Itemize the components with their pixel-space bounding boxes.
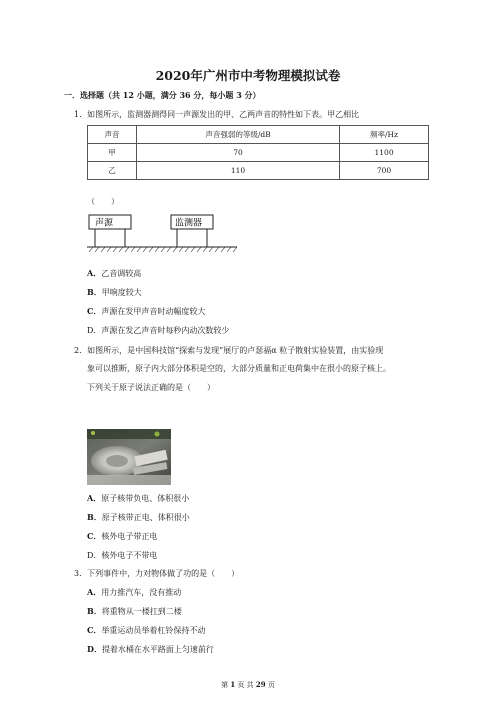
monitor-label: 监测器 (175, 218, 203, 229)
table-cell: 70 (136, 144, 339, 162)
q2-experiment-photo (87, 429, 171, 485)
q2-option-d: D．核外电子不带电 (87, 551, 158, 560)
q3-option-d: D．提着水桶在水平路面上匀速前行 (87, 644, 214, 654)
ground-hatching (89, 247, 237, 252)
q3-option-b: B．将重物从一楼扛到二楼 (87, 606, 182, 616)
current-page-number: 1 (230, 680, 236, 689)
q3-option-c: C．举重运动员举着杠铃保持不动 (87, 625, 206, 635)
page-footer: 第 1 页 共 29 页 (221, 680, 275, 689)
q2-option-c: C．核外电子带正电 (87, 531, 158, 541)
table-header-cell: 频率/Hz (340, 126, 429, 144)
q1-option-a: A．乙音调较高 (87, 268, 142, 278)
q1-table (87, 125, 429, 180)
table-cell: 乙 (88, 162, 137, 180)
sound-source-label: 声源 (95, 218, 114, 229)
table-header-cell: 声音 (88, 126, 137, 144)
table-cell: 700 (340, 162, 429, 180)
table-cell: 1100 (340, 144, 429, 162)
table-cell: 110 (136, 162, 339, 180)
q1-option-c: C．声源在发甲声音时动幅度较大 (87, 306, 206, 316)
table-cell: 甲 (88, 144, 137, 162)
total-pages: 29 (255, 680, 266, 689)
q1-diagram (87, 211, 237, 259)
q1-stem: 1．如图所示，监测器测得同一声源发出的甲、乙两声音的特性如下表。甲乙相比 (74, 110, 360, 119)
q2-option-b: B．原子核带正电、体积很小 (87, 512, 190, 522)
q2-stem-line-2: 象可以推断，原子内大部分体积是空的，大部分质量和正电荷集中在很小的原子核上。 (87, 364, 391, 373)
q1-option-d: D．声源在发乙声音时每秒内动次数较少 (87, 326, 230, 335)
q1-answer-paren: （ ） (87, 197, 119, 206)
table-header-cell: 声音强弱的等级/dB (136, 126, 339, 144)
q2-option-a: A．原子核带负电、体积很小 (87, 493, 190, 503)
q2-stem-line-1: 2．如图所示，是中国科技馆“探索与发现”展厅的卢瑟福α 粒子散射实验装置，由实验现 (74, 346, 384, 355)
q3-stem: 3．下列事件中，力对物体做了功的是（ ） (74, 569, 240, 578)
q1-option-b: B．甲响度较大 (87, 287, 142, 297)
table-row (88, 162, 429, 180)
q3-option-a: A．用力推汽车，没有推动 (87, 587, 182, 597)
table-row (88, 144, 429, 162)
q2-stem-line-3: 下列关于原子说法正确的是（ ） (87, 383, 215, 392)
table-header-row (88, 126, 429, 144)
page-title: 2020年广州市中考物理模拟试卷 (155, 68, 341, 83)
section-heading: 一．选择题（共 12 小题，满分 36 分，每小题 3 分） (64, 90, 261, 100)
